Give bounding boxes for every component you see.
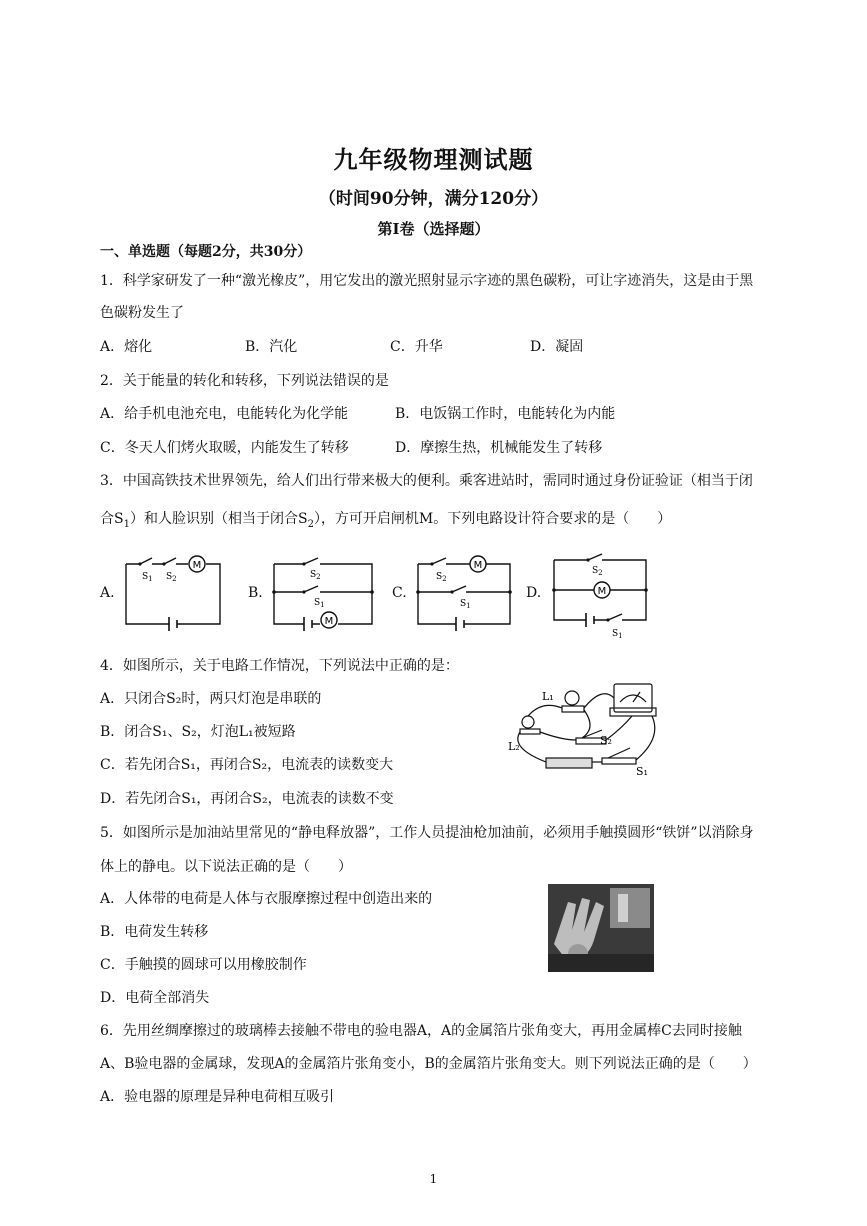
q2-option-b: B．电饭锅工作时，电能转化为内能 bbox=[395, 406, 616, 422]
svg-text:S1: $S_1$ bbox=[460, 599, 471, 610]
q5-option-b: B．电荷发生转移 bbox=[100, 924, 209, 940]
svg-text:S2: $S_2$ bbox=[436, 572, 447, 583]
q1-stem-line2: 色碳粉发生了 bbox=[100, 305, 184, 321]
q2-option-d: D．摩擦生热，机械能发生了转移 bbox=[395, 440, 603, 456]
circuit-d-diagram bbox=[548, 550, 658, 640]
q1-option-c: C．升华 bbox=[390, 339, 443, 355]
switch-s2-label: S₂ bbox=[600, 734, 612, 747]
q3-option-d: D. bbox=[526, 585, 542, 601]
circuit-b-diagram bbox=[268, 550, 378, 632]
q3-stem-line2: 合$S_1$）和人脸识别（相当于闭合$S_2$），方可开启闸机M。下列电路设计符合要求的是（ ） bbox=[100, 511, 672, 530]
svg-text:S1: $S_1$ bbox=[314, 598, 325, 609]
q4-option-d: D．若先闭合S₁，再闭合S₂，电流表的读数不变 bbox=[100, 791, 394, 807]
q6-option-a: A．验电器的原理是异种电荷相互吸引 bbox=[100, 1089, 335, 1105]
static-discharger-photo bbox=[548, 884, 654, 976]
q1-option-a: A．熔化 bbox=[100, 339, 153, 355]
q3-option-c: C. bbox=[392, 585, 407, 601]
svg-text:S1: $S_1$ bbox=[612, 629, 623, 640]
svg-text:S2: $S_2$ bbox=[166, 572, 177, 583]
q4-option-a: A．只闭合S₂时，两只灯泡是串联的 bbox=[100, 691, 322, 707]
q2-option-c: C．冬天人们烤火取暖，内能发生了转移 bbox=[100, 440, 349, 456]
motor-symbol: M bbox=[192, 560, 202, 571]
q4-stem: 4．如图所示，关于电路工作情况，下列说法中正确的是： bbox=[100, 658, 459, 674]
q3-option-b: B. bbox=[248, 585, 263, 601]
circuit-a-diagram bbox=[118, 550, 228, 632]
lamp-l2-label: L₂ bbox=[508, 740, 520, 753]
volume-heading: 第Ⅰ卷（选择题） bbox=[377, 220, 490, 238]
q6-stem-line1: 6．先用丝绸摩擦过的玻璃棒去接触不带电的验电器A，A的金属箔片张角变大，再用金属棒C去同时接触 bbox=[100, 1023, 742, 1039]
svg-text:S2: $S_2$ bbox=[310, 570, 321, 581]
circuit-c-diagram bbox=[412, 550, 522, 632]
page-number: 1 bbox=[429, 1172, 438, 1186]
q5-option-d: D．电荷全部消失 bbox=[100, 990, 210, 1006]
section-heading: 一、单选题（每题2分，共30分） bbox=[100, 244, 312, 260]
q1-option-d: D．凝固 bbox=[530, 339, 584, 355]
q3-stem-line1: 3．中国高铁技术世界领先，给人们出行带来极大的便利。乘客进站时，需同时通过身份证验证（相当于闭 bbox=[100, 473, 753, 489]
q3-option-a: A. bbox=[100, 585, 115, 601]
motor-symbol: M bbox=[324, 616, 334, 627]
exam-subtitle: （时间90分钟，满分120分） bbox=[318, 189, 549, 209]
q1-stem-line1: 1．科学家研发了一种“激光橡皮”，用它发出的激光照射显示字迹的黑色碳粉，可让字迹消失，这是由于黑 bbox=[100, 273, 754, 289]
q1-option-b: B．汽化 bbox=[245, 339, 298, 355]
page-title: 九年级物理测试题 bbox=[333, 145, 534, 174]
q6-stem-line2: A、B验电器的金属球，发现A的金属箔片张角变小，B的金属箔片张角变大。则下列说法正确的是（ ） bbox=[100, 1056, 757, 1072]
q5-option-c: C．手触摸的圆球可以用橡胶制作 bbox=[100, 957, 307, 973]
q2-stem: 2．关于能量的转化和转移，下列说法错误的是 bbox=[100, 373, 389, 389]
q2-option-a: A．给手机电池充电，电能转化为化学能 bbox=[100, 406, 349, 422]
q5-stem-line2: 体上的静电。以下说法正确的是（ ） bbox=[100, 859, 352, 875]
lamp-l1-label: L₁ bbox=[542, 690, 554, 703]
motor-symbol: M bbox=[473, 560, 483, 571]
q5-stem-line1: 5．如图所示是加油站里常见的“静电释放器”，工作人员提油枪加油前，必须用手触摸圆形“铁饼”以消除身 bbox=[100, 825, 754, 841]
svg-text:S1: $S_1$ bbox=[142, 572, 153, 583]
q5-option-a: A．人体带的电荷是人体与衣服摩擦过程中创造出来的 bbox=[100, 891, 433, 907]
q4-circuit-figure bbox=[502, 678, 672, 782]
q4-option-b: B．闭合S₁、S₂，灯泡L₁被短路 bbox=[100, 724, 296, 740]
switch-s1-label: S₁ bbox=[636, 765, 648, 778]
svg-text:S2: $S_2$ bbox=[592, 566, 603, 577]
motor-symbol: M bbox=[597, 586, 607, 597]
q4-option-c: C．若先闭合S₁，再闭合S₂，电流表的读数变大 bbox=[100, 757, 394, 773]
